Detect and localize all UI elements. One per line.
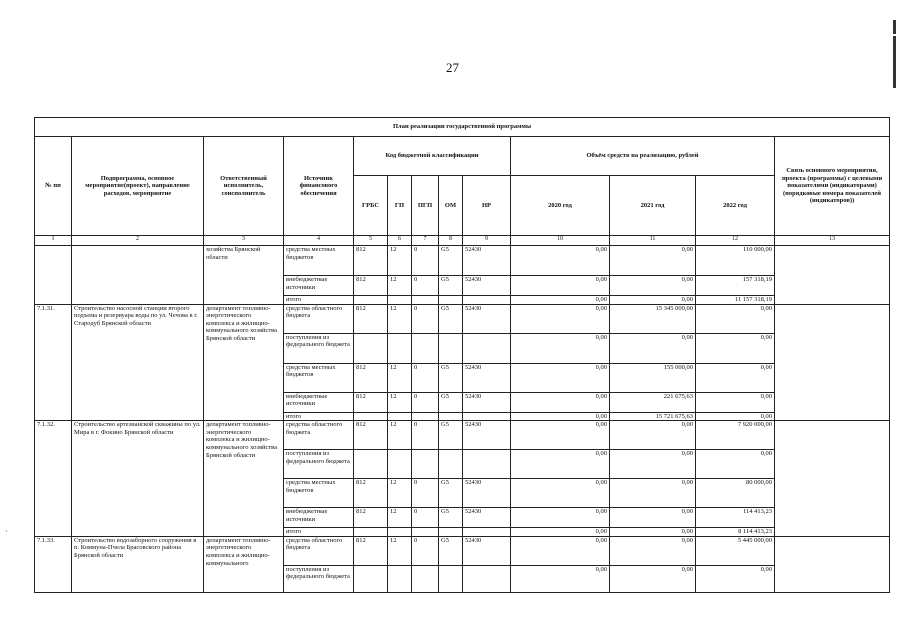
total-2020: 0,00 bbox=[511, 296, 610, 305]
code-grbs: 812 bbox=[354, 304, 388, 333]
scan-edge-mark bbox=[893, 36, 896, 88]
code-grbs: 812 bbox=[354, 479, 388, 508]
column-number: 1 bbox=[35, 236, 72, 246]
header-num: № пп bbox=[35, 137, 72, 236]
total-2022: 11 157 318,19 bbox=[696, 296, 775, 305]
row-responsible: хозяйства Брянской области bbox=[204, 246, 284, 305]
value-2020: 0,00 bbox=[511, 479, 610, 508]
total-2022: 0,00 bbox=[696, 412, 775, 421]
table-row bbox=[35, 246, 890, 276]
code-pgp: 0 bbox=[412, 246, 439, 276]
column-number: 11 bbox=[610, 236, 696, 246]
code-gp: 12 bbox=[388, 536, 412, 565]
row-num: 7.1.32. bbox=[35, 421, 72, 537]
code-grbs: 812 bbox=[354, 363, 388, 392]
total-2020: 0,00 bbox=[511, 412, 610, 421]
column-number: 3 bbox=[204, 236, 284, 246]
header-budget-code: Код бюджетной классификации bbox=[354, 137, 511, 176]
value-2022: 7 920 000,00 bbox=[696, 421, 775, 450]
value-2020: 0,00 bbox=[511, 421, 610, 450]
code-grbs: 812 bbox=[354, 276, 388, 296]
value-2022: 5 445 000,00 bbox=[696, 536, 775, 565]
source-label: внебюджетные источники bbox=[284, 276, 354, 296]
code-gp: 12 bbox=[388, 246, 412, 276]
row-responsible: департамент топливно-энергетического комплекса и жилищно-коммунального хозяйства Брянской области bbox=[204, 421, 284, 537]
value-2021: 0,00 bbox=[610, 421, 696, 450]
code-grbs: 812 bbox=[354, 508, 388, 528]
value-2021: 0,00 bbox=[610, 565, 696, 592]
code-grbs: 812 bbox=[354, 246, 388, 276]
code-om: G5 bbox=[439, 508, 463, 528]
indicator-link bbox=[775, 421, 890, 537]
row-name: Строительство водозаборного сооружения в п. Коммуна-Пчела Брасовского района Брянской области bbox=[72, 536, 204, 592]
code-om: G5 bbox=[439, 304, 463, 333]
row-num bbox=[35, 246, 72, 305]
value-2021: 221 675,63 bbox=[610, 392, 696, 412]
value-2021: 0,00 bbox=[610, 508, 696, 528]
code-pgp: 0 bbox=[412, 421, 439, 450]
value-2021: 0,00 bbox=[610, 479, 696, 508]
code-np: 52430 bbox=[463, 363, 511, 392]
code-om: G5 bbox=[439, 246, 463, 276]
value-2020: 0,00 bbox=[511, 392, 610, 412]
header-np: НР bbox=[463, 176, 511, 236]
value-2021: 0,00 bbox=[610, 246, 696, 276]
code-gp: 12 bbox=[388, 392, 412, 412]
code-pgp: 0 bbox=[412, 276, 439, 296]
code-gp: 12 bbox=[388, 276, 412, 296]
source-label: средства областного бюджета bbox=[284, 421, 354, 450]
row-responsible: департамент топливно-энергетического комплекса и жилищно-коммунального хозяйства Брянской области bbox=[204, 304, 284, 421]
value-2021: 0,00 bbox=[610, 450, 696, 479]
row-name: Строительство артезианской скважины по ул. Мира в г. Фокино Брянской области bbox=[72, 421, 204, 537]
value-2022: 114 413,23 bbox=[696, 508, 775, 528]
code-grbs: 812 bbox=[354, 392, 388, 412]
total-label: итого bbox=[284, 528, 354, 537]
source-label: средства областного бюджета bbox=[284, 304, 354, 333]
code-om: G5 bbox=[439, 479, 463, 508]
row-name: Строительство насосной станции второго подъема и резервуара воды по ул. Чечова в г. Стародуб Брянской области bbox=[72, 304, 204, 421]
table-row bbox=[35, 304, 890, 333]
column-number: 7 bbox=[412, 236, 439, 246]
total-2021: 0,00 bbox=[610, 528, 696, 537]
value-2020: 0,00 bbox=[511, 333, 610, 363]
value-2020: 0,00 bbox=[511, 450, 610, 479]
column-number: 9 bbox=[463, 236, 511, 246]
source-label: поступления из федерального бюджета bbox=[284, 333, 354, 363]
scan-edge-mark bbox=[893, 20, 896, 34]
code-np: 52430 bbox=[463, 276, 511, 296]
total-2022: 8 114 413,23 bbox=[696, 528, 775, 537]
indicator-link bbox=[775, 304, 890, 421]
column-number: 5 bbox=[354, 236, 388, 246]
source-label: внебюджетные источники bbox=[284, 392, 354, 412]
value-2020: 0,00 bbox=[511, 246, 610, 276]
code-gp: 12 bbox=[388, 479, 412, 508]
value-2020: 0,00 bbox=[511, 508, 610, 528]
value-2022: 0,00 bbox=[696, 333, 775, 363]
source-label: средства областного бюджета bbox=[284, 536, 354, 565]
table-title: План реализации государственной программы bbox=[35, 118, 890, 137]
value-2022: 157 318,19 bbox=[696, 276, 775, 296]
header-indicator-link: Связь основного мероприятия, проекта (программы) с целевыми показателями (индикаторами) (порядковые номера показателей (индикаторов)) bbox=[775, 137, 890, 236]
value-2020: 0,00 bbox=[511, 304, 610, 333]
header-subprogram: Подпрограмма, основное мероприятие(проект), направление расходов, мероприятие bbox=[72, 137, 204, 236]
code-pgp: 0 bbox=[412, 479, 439, 508]
header-year-2022: 2022 год bbox=[696, 176, 775, 236]
value-2021: 0,00 bbox=[610, 333, 696, 363]
indicator-link bbox=[775, 246, 890, 305]
source-label: поступления из федерального бюджета bbox=[284, 565, 354, 592]
header-grbs: ГРБС bbox=[354, 176, 388, 236]
column-number: 2 bbox=[72, 236, 204, 246]
header-om: ОМ bbox=[439, 176, 463, 236]
code-np: 52430 bbox=[463, 508, 511, 528]
value-2022: 0,00 bbox=[696, 304, 775, 333]
row-num: 7.1.33. bbox=[35, 536, 72, 592]
code-np: 52430 bbox=[463, 246, 511, 276]
source-label: внебюджетные источники bbox=[284, 508, 354, 528]
table-row bbox=[35, 536, 890, 565]
code-om: G5 bbox=[439, 276, 463, 296]
value-2020: 0,00 bbox=[511, 565, 610, 592]
source-label: средства местных бюджетов bbox=[284, 246, 354, 276]
value-2021: 15 345 000,00 bbox=[610, 304, 696, 333]
code-gp: 12 bbox=[388, 363, 412, 392]
source-label: средства местных бюджетов bbox=[284, 363, 354, 392]
code-pgp: 0 bbox=[412, 508, 439, 528]
code-om: G5 bbox=[439, 421, 463, 450]
page-number: 27 bbox=[446, 60, 459, 75]
scan-dot: · bbox=[5, 527, 8, 536]
total-label: итого bbox=[284, 296, 354, 305]
column-number: 13 bbox=[775, 236, 890, 246]
value-2022: 0,00 bbox=[696, 392, 775, 412]
code-om: G5 bbox=[439, 536, 463, 565]
value-2021: 0,00 bbox=[610, 536, 696, 565]
row-name bbox=[72, 246, 204, 305]
column-number: 4 bbox=[284, 236, 354, 246]
column-number: 12 bbox=[696, 236, 775, 246]
header-year-2020: 2020 год bbox=[511, 176, 610, 236]
code-np: 52430 bbox=[463, 392, 511, 412]
code-gp: 12 bbox=[388, 421, 412, 450]
code-pgp: 0 bbox=[412, 392, 439, 412]
value-2021: 0,00 bbox=[610, 276, 696, 296]
code-np: 52430 bbox=[463, 479, 511, 508]
value-2022: 110 000,00 bbox=[696, 246, 775, 276]
code-pgp: 0 bbox=[412, 536, 439, 565]
value-2020: 0,00 bbox=[511, 276, 610, 296]
total-2021: 15 721 675,63 bbox=[610, 412, 696, 421]
header-gp: ГП bbox=[388, 176, 412, 236]
header-pgp: ПГП bbox=[412, 176, 439, 236]
code-np: 52430 bbox=[463, 304, 511, 333]
value-2021: 155 000,00 bbox=[610, 363, 696, 392]
header-volume: Объём средств на реализацию, рублей bbox=[511, 137, 775, 176]
header-source: Источник финансового обеспечения bbox=[284, 137, 354, 236]
table-row bbox=[35, 421, 890, 450]
total-label: итого bbox=[284, 412, 354, 421]
code-grbs: 812 bbox=[354, 536, 388, 565]
code-np: 52430 bbox=[463, 536, 511, 565]
header-responsible: Ответственный исполнитель, соисполнитель bbox=[204, 137, 284, 236]
row-num: 7.1.31. bbox=[35, 304, 72, 421]
column-number: 10 bbox=[511, 236, 610, 246]
code-gp: 12 bbox=[388, 508, 412, 528]
header-year-2021: 2021 год bbox=[610, 176, 696, 236]
value-2022: 0,00 bbox=[696, 363, 775, 392]
code-gp: 12 bbox=[388, 304, 412, 333]
row-responsible: департамент топливно-энергетического комплекса и жилищно-коммунального bbox=[204, 536, 284, 592]
code-grbs: 812 bbox=[354, 421, 388, 450]
value-2020: 0,00 bbox=[511, 536, 610, 565]
code-np: 52430 bbox=[463, 421, 511, 450]
code-om: G5 bbox=[439, 363, 463, 392]
indicator-link bbox=[775, 536, 890, 592]
source-label: поступления из федерального бюджета bbox=[284, 450, 354, 479]
code-pgp: 0 bbox=[412, 304, 439, 333]
value-2022: 80 000,00 bbox=[696, 479, 775, 508]
value-2020: 0,00 bbox=[511, 363, 610, 392]
value-2022: 0,00 bbox=[696, 565, 775, 592]
value-2022: 0,00 bbox=[696, 450, 775, 479]
column-number: 8 bbox=[439, 236, 463, 246]
code-om: G5 bbox=[439, 392, 463, 412]
column-number: 6 bbox=[388, 236, 412, 246]
source-label: средства местных бюджетов bbox=[284, 479, 354, 508]
program-plan-table bbox=[34, 117, 890, 593]
code-pgp: 0 bbox=[412, 363, 439, 392]
total-2021: 0,00 bbox=[610, 296, 696, 305]
total-2020: 0,00 bbox=[511, 528, 610, 537]
